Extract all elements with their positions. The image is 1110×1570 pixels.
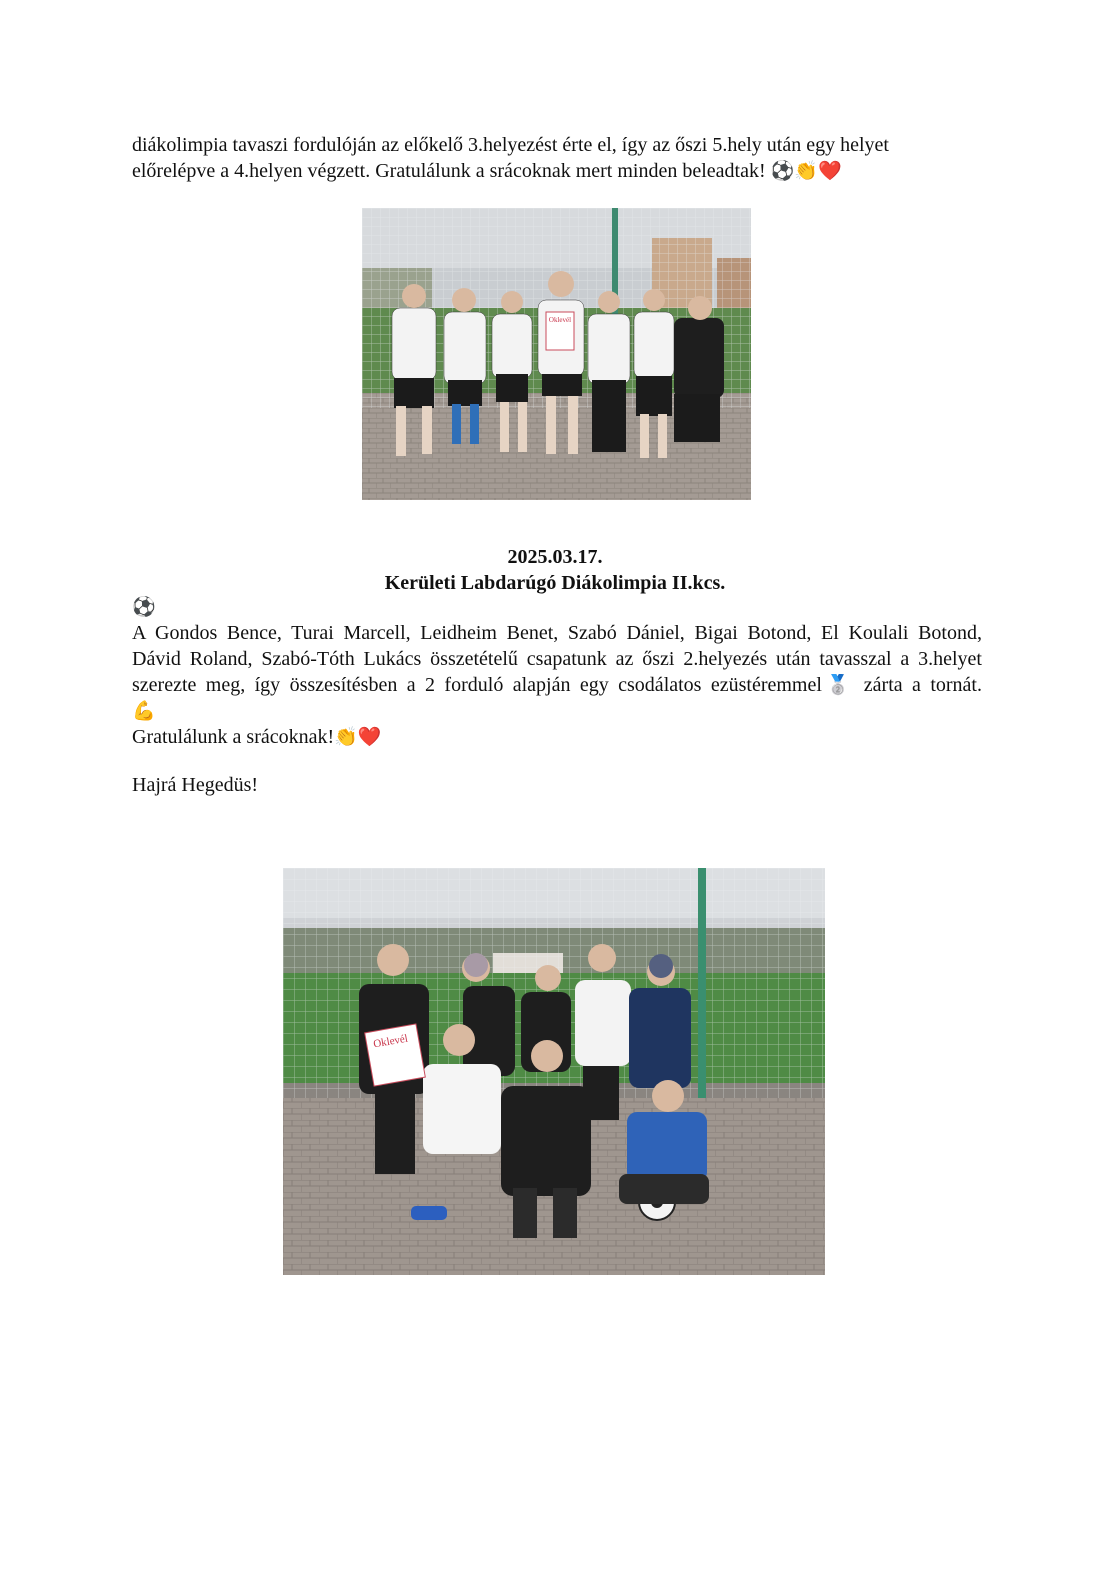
muscle-icon (132, 698, 982, 724)
photo1-certificate-label: Oklevél (548, 316, 572, 324)
ball-emoji: ⚽ (132, 596, 156, 618)
team-photo-1 (362, 208, 751, 500)
body-line-2: Dávid Roland, Szabó-Tóth Lukács összetételű csapatunk az őszi 2.helyezés után tavasszal a 3.helyet (132, 648, 982, 670)
section-date: 2025.03.17. (507, 546, 603, 568)
intro-paragraph (132, 132, 982, 184)
ball-clap-heart-icon: ⚽👏❤️ (770, 160, 842, 182)
body-line-3-text: szerezte meg, így összesítésben a 2 forduló alapján egy csodálatos ezüstéremmel (132, 674, 822, 696)
team-photo-2-image (283, 868, 825, 1275)
body-line-1: A Gondos Bence, Turai Marcell, Leidheim Benet, Szabó Dániel, Bigai Botond, El Koulali Botond, (132, 622, 982, 644)
blank-line (132, 750, 982, 772)
section-body (132, 594, 982, 798)
section-title: Kerületi Labdarúgó Diákolimpia II.kcs. (384, 572, 726, 594)
photo2-certificate-label: Oklevél (372, 1032, 409, 1051)
team-photo-2 (283, 868, 825, 1275)
silver-medal-icon: 🥈 (821, 674, 855, 696)
clap-heart-icon: 👏❤️ (334, 726, 382, 748)
section-heading (132, 544, 978, 596)
body-line-3 (132, 672, 982, 698)
congrats-text: Gratulálunk a srácoknak! (132, 726, 335, 748)
intro-line-2 (132, 158, 982, 184)
closing-line: Hajrá Hegedüs! (132, 774, 259, 796)
intro-line-1: diákolimpia tavaszi fordulóján az előkelő 3.helyezést érte el, így az őszi 5.hely után egy helyet (132, 134, 889, 156)
intro-line-2-text: előrelépve a 4.helyen végzett. Gratulálunk a srácoknak mert minden beleadtak! (132, 160, 766, 182)
muscle-emoji: 💪 (132, 700, 156, 722)
team-photo-1-image (362, 208, 751, 500)
ball-icon (132, 594, 982, 620)
body-line-3-end: zárta a tornát. (863, 674, 982, 696)
congrats-line (132, 724, 982, 750)
